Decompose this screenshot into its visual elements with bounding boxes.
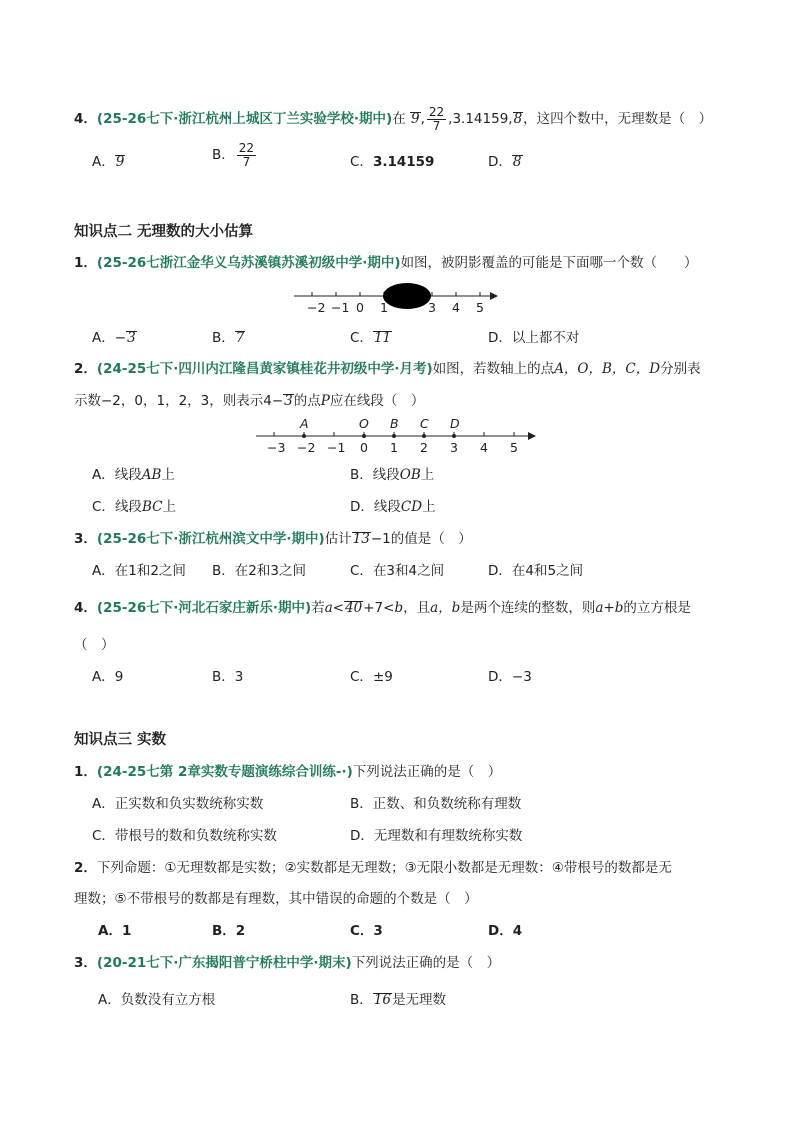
radical-9: 9 <box>410 111 420 128</box>
question-2-stem-line1: 2．下列命题：①无理数都是实数；②实数都是无理数；③无限小数都是无理数：④带根号的数都是无 <box>74 860 672 876</box>
question-3-stem: 3．(25-26七下·浙江杭州滨文中学·期中)估计13−1的值是（ ） <box>74 531 472 547</box>
question-2-stem-line1: 2．(24-25七下·四川内江隆昌黄家镇桂花井初级中学·月考)如图，若数轴上的点A，O，B，C，D分别表 <box>74 361 701 377</box>
section-heading: 知识点二 无理数的大小估算 <box>74 224 254 240</box>
axis-arrow <box>528 432 536 440</box>
question-1-stem: 1．(24-25七第 2章实数专题演练综合训练-·)下列说法正确的是（ ） <box>74 764 502 780</box>
question-text: 在 <box>392 111 406 128</box>
tick-label: −2 <box>307 300 326 315</box>
tick-label: 0 <box>360 440 368 455</box>
option-c[interactable]: C．线段BC上 <box>92 499 176 515</box>
section-heading: 知识点三 实数 <box>74 732 167 748</box>
option-d[interactable]: D．在4和5之间 <box>488 563 584 579</box>
option-a[interactable]: A．负数没有立方根 <box>98 992 216 1008</box>
shaded-ellipse <box>383 283 431 309</box>
tick-label: −2 <box>297 440 316 455</box>
option-a[interactable]: A．−3 <box>92 330 136 346</box>
option-b[interactable]: B． $\frac{22}{7}$ <box>212 141 255 169</box>
radical-8: 8 <box>513 111 523 128</box>
tick-label: 0 <box>356 300 364 315</box>
number-line-figure <box>252 414 552 458</box>
question-4-stem: 4．(25-26七下·河北石家庄新乐·期中)若a<40+7<b，且a，b是两个连续的整数，则a+b的立方根是 <box>74 600 691 616</box>
option-b[interactable]: B．3 <box>212 669 244 685</box>
option-c[interactable]: C．3.14159 <box>350 154 435 170</box>
point-o <box>362 434 366 438</box>
option-b[interactable]: B．2 <box>212 923 246 939</box>
option-c[interactable]: C．±9 <box>350 669 393 685</box>
option-a[interactable]: A．线段AB上 <box>92 467 175 483</box>
tick-label: 3 <box>428 300 436 315</box>
tick-label: 4 <box>452 300 460 315</box>
tick-label: −1 <box>327 440 346 455</box>
option-a[interactable]: A．1 <box>98 923 132 939</box>
option-b[interactable]: B．7 <box>212 330 245 346</box>
tick-label: 3 <box>450 440 458 455</box>
tick-label: −1 <box>331 300 350 315</box>
point-label: B <box>390 416 399 431</box>
option-a[interactable]: A．正实数和负实数统称实数 <box>92 796 264 812</box>
tick-label: 5 <box>510 440 518 455</box>
question-3-stem: 3．(20-21七下·广东揭阳普宁桥柱中学·期末)下列说法正确的是（ ） <box>74 955 501 971</box>
point-label: C <box>420 416 429 431</box>
option-b[interactable]: B．在2和3之间 <box>212 563 306 579</box>
question-source: (25-26七下·浙江杭州上城区丁兰实验学校·期中) <box>96 111 393 128</box>
option-c[interactable]: C．3 <box>350 923 383 939</box>
option-b[interactable]: B．正数、和负数统称有理数 <box>350 796 522 812</box>
option-a[interactable]: A．9 <box>92 669 124 685</box>
question-4-paren: （ ） <box>74 637 115 653</box>
point-d <box>452 434 456 438</box>
tick-label: 5 <box>476 300 484 315</box>
option-c[interactable]: C．带根号的数和负数统称实数 <box>92 828 277 844</box>
point-label: A <box>300 416 309 431</box>
tick-label: 4 <box>480 440 488 455</box>
option-b[interactable]: B．16是无理数 <box>350 992 446 1008</box>
point-b <box>392 434 396 438</box>
question-2-stem-line2: 示数−2，0，1，2，3，则表示4−3的点P应在线段（ ） <box>74 393 425 409</box>
tick-label: −3 <box>267 440 286 455</box>
point-label: D <box>450 416 460 431</box>
number-line-figure <box>290 282 530 318</box>
option-d[interactable]: D．线段CD上 <box>350 499 436 515</box>
option-a[interactable]: A．在1和2之间 <box>92 563 186 579</box>
axis-arrow <box>490 292 498 300</box>
option-c[interactable]: C．11 <box>350 330 392 346</box>
question-2-stem-line2: 理数；⑤不带根号的数都是有理数，其中错误的命题的个数是（ ） <box>74 891 478 907</box>
question-4-stem: 4．(25-26七下·浙江杭州上城区丁兰实验学校·期中)在 9, $\frac{22}{7}$ ,3.14159,8，这四个数中，无理数是（ ） <box>74 105 713 133</box>
tick-label: 2 <box>420 440 428 455</box>
option-b[interactable]: B．线段OB上 <box>350 467 435 483</box>
option-d[interactable]: D．以上都不对 <box>488 330 580 346</box>
question-number: 4． <box>74 111 97 128</box>
point-label: O <box>359 416 369 431</box>
tick-label: 1 <box>380 300 388 315</box>
option-d[interactable]: D．−3 <box>488 669 532 685</box>
point-a <box>302 434 306 438</box>
option-d[interactable]: D．8 <box>488 154 522 170</box>
option-a[interactable]: A．9 <box>92 154 125 170</box>
option-c[interactable]: C．在3和4之间 <box>350 563 445 579</box>
question-1-stem: 1．(25-26七浙江金华义乌苏溪镇苏溪初级中学·期中)如图，被阴影覆盖的可能是下面哪一个数（ ） <box>74 255 698 271</box>
point-c <box>422 434 426 438</box>
fraction-22-7: $\frac{22}{7}$ <box>428 105 445 133</box>
tick-label: 1 <box>390 440 398 455</box>
option-d[interactable]: D．无理数和有理数统称实数 <box>350 828 523 844</box>
option-d[interactable]: D．4 <box>488 923 523 939</box>
